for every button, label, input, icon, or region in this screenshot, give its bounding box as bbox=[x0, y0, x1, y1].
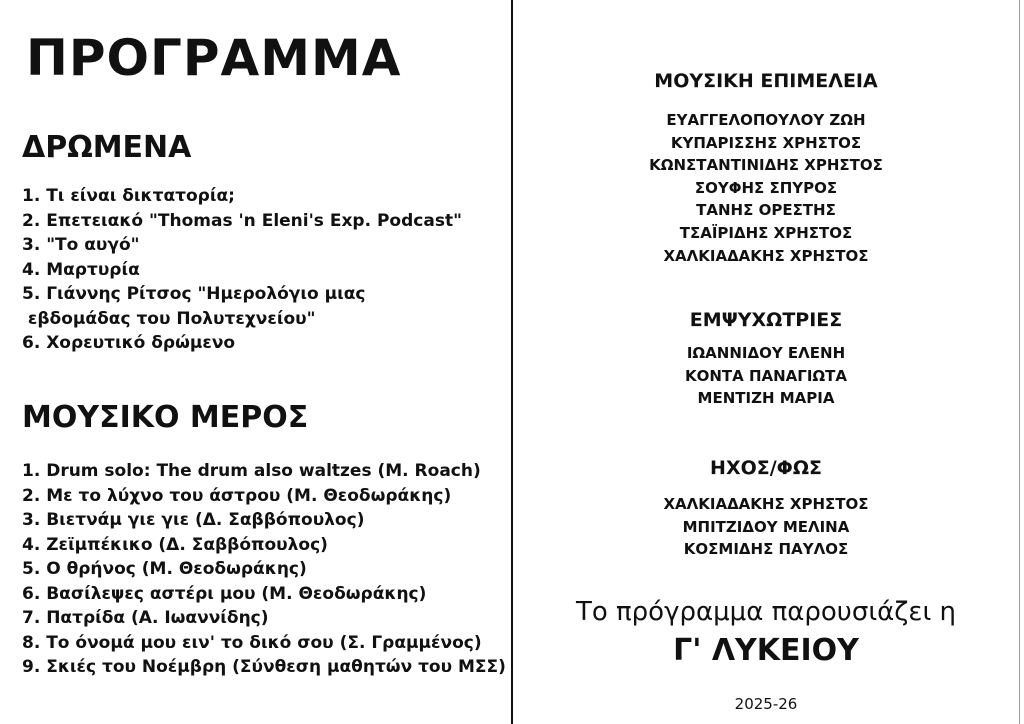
list-item: 5. Γιάννης Ρίτσος "Ημερολόγιο μιας bbox=[22, 284, 366, 304]
mousiko-list bbox=[22, 459, 506, 680]
school-year: 2025-26 bbox=[734, 695, 798, 713]
mousiko-heading: ΜΟΥΣΙΚΟ ΜΕΡΟΣ bbox=[22, 400, 309, 435]
list-item: ΚΟΣΜΙΔΗΣ ΠΑΥΛΟΣ bbox=[683, 540, 849, 559]
list-item: 2. Επετειακό "Thomas 'n Eleni's Exp. Podcast" bbox=[22, 210, 462, 231]
presented-by-text: Το πρόγραμμα παρουσιάζει η bbox=[575, 597, 957, 627]
list-item: ΚΩΝΣΤΑΝΤΙΝΙΔΗΣ ΧΡΗΣΤΟΣ bbox=[649, 156, 883, 175]
list-item: εβδομάδας του Πολυτεχνείου" bbox=[22, 308, 316, 329]
emcees-heading: ΕΜΨΥΧΩΤΡΙΕΣ bbox=[689, 309, 843, 331]
credits-page bbox=[513, 0, 1019, 724]
list-item: 6. Χορευτικό δρώμενο bbox=[22, 333, 236, 353]
list-item: ΧΑΛΚΙΑΔΑΚΗΣ ΧΡΗΣΤΟΣ bbox=[663, 246, 869, 265]
list-item: 8. Το όνομά μου ειν' το δικό σου (Σ. Γραμμένος) bbox=[22, 632, 482, 653]
list-item: 4. Μαρτυρία bbox=[22, 259, 140, 280]
list-item: ΙΩΑΝΝΙΔΟΥ ΕΛΕΝΗ bbox=[686, 344, 846, 362]
list-item: ΤΣΑΪΡΙΔΗΣ ΧΡΗΣΤΟΣ bbox=[679, 223, 853, 242]
page-edge bbox=[1019, 0, 1020, 724]
list-item: 6. Βασίλεψες αστέρι μου (Μ. Θεοδωράκης) bbox=[22, 583, 427, 604]
list-item: 1. Drum solo: The drum also waltzes (M. Roach) bbox=[22, 461, 481, 481]
list-item: 1. Τι είναι δικτατορία; bbox=[22, 186, 235, 206]
list-item: 9. Σκιές του Νοέμβρη (Σύνθεση μαθητών του ΜΣΣ) bbox=[22, 657, 506, 677]
list-item: 2. Με το λύχνο του άστρου (Μ. Θεοδωράκης) bbox=[22, 485, 452, 506]
droumena-list bbox=[22, 184, 462, 356]
list-item: ΧΑΛΚΙΑΔΑΚΗΣ ΧΡΗΣΤΟΣ bbox=[663, 495, 869, 513]
list-item: 3. "Το αυγό" bbox=[22, 235, 140, 255]
emcees-list bbox=[513, 342, 1019, 410]
list-item: 7. Πατρίδα (Α. Ιωαννίδης) bbox=[22, 608, 269, 628]
list-item: ΤΑΝΗΣ ΟΡΕΣΤΗΣ bbox=[696, 201, 836, 220]
list-item: ΚΥΠΑΡΙΣΣΗΣ ΧΡΗΣΤΟΣ bbox=[670, 133, 862, 152]
page-title: ΠΡΟΓΡΑΜΜΑ bbox=[26, 29, 402, 87]
sound-light-list bbox=[513, 493, 1019, 561]
list-item: ΚΟΝΤΑ ΠΑΝΑΓΙΩΤΑ bbox=[684, 366, 848, 385]
droumena-heading: ΔΡΩΜΕΝΑ bbox=[22, 130, 192, 165]
music-curation-list bbox=[513, 109, 1019, 267]
grade-title: Γ' ΛΥΚΕΙΟΥ bbox=[673, 633, 859, 668]
sound-light-heading: ΗΧΟΣ/ΦΩΣ bbox=[710, 457, 822, 479]
list-item: ΕΥΑΓΓΕΛΟΠΟΥΛΟΥ ΖΩΗ bbox=[666, 111, 866, 129]
list-item: 5. Ο θρήνος (Μ. Θεοδωράκης) bbox=[22, 559, 307, 579]
list-item: ΣΟΥΦΗΣ ΣΠΥΡΟΣ bbox=[694, 178, 838, 197]
list-item: 4. Ζεϊμπέκικο (Δ. Σαββόπουλος) bbox=[22, 534, 328, 555]
list-item: 3. Βιετνάμ γιε γιε (Δ. Σαββόπουλος) bbox=[22, 510, 365, 530]
list-item: ΜΕΝΤΙΖΗ ΜΑΡΙΑ bbox=[697, 389, 835, 408]
music-curation-heading: ΜΟΥΣΙΚΗ ΕΠΙΜΕΛΕΙΑ bbox=[654, 70, 878, 92]
list-item: ΜΠΙΤΖΙΔΟΥ ΜΕΛΙΝΑ bbox=[682, 517, 850, 536]
